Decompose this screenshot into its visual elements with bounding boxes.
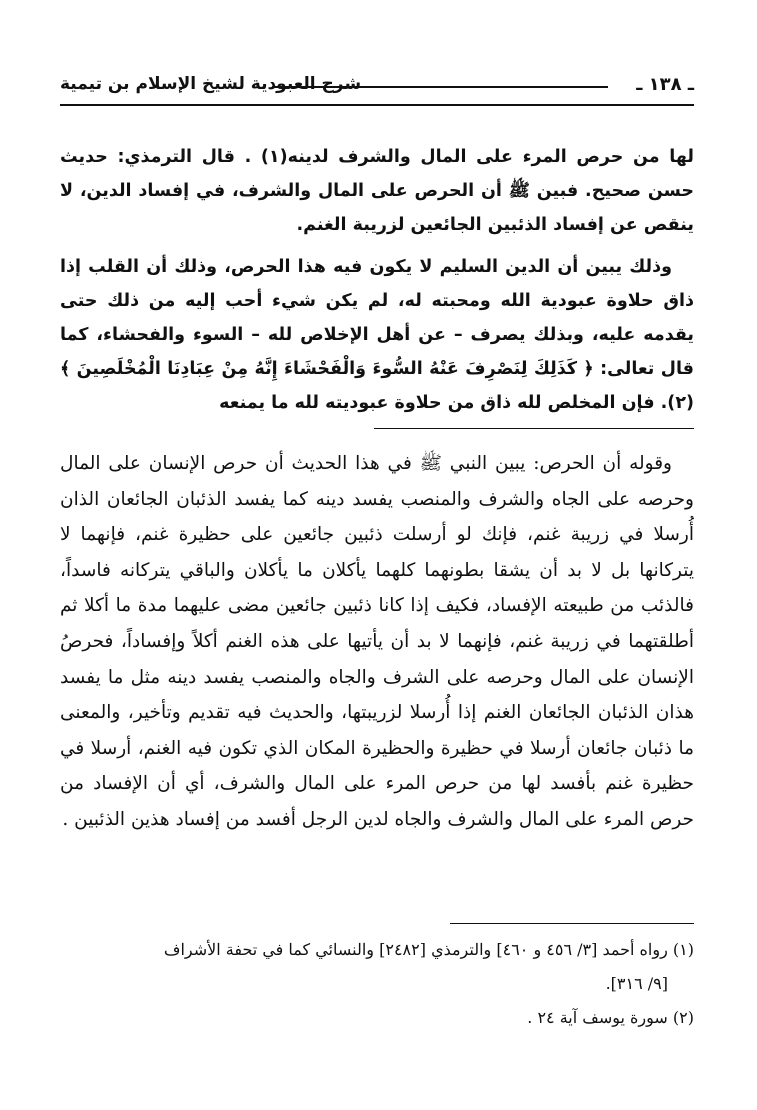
matn-section bbox=[60, 140, 694, 420]
book-title: شرح العبودية لشيخ الإسلام بن تيمية bbox=[60, 74, 362, 94]
page-header bbox=[60, 70, 694, 104]
footnote-1-continued: [٩/ ٣١٦]. bbox=[605, 974, 668, 993]
commentary-section bbox=[60, 446, 694, 838]
commentary-paragraph: وقوله أن الحرص: يبين النبي ﷺ في هذا الحديث أن حرص الإنسان على المال وحرصه على الجاه والشرف والمنصب يفسد دينه كما يفسد الذئبان الجائعان الذان أُرسلا في زريبة غنم، فإنك لو أرسلت ذئبين جائعين على حظيرة غنم، فإنهما لا يتركانها بل لا بد أن يشقا بطونهما كلهما يأكلان ما يأكلان والباقي يتركانه فاسداً، فالذئب من طبيعته الإفساد، فكيف إذا كانا ذئبين جائعين مضى عليهما مدة ما أكلا ثم أطلقتهما في زريبة غنم، فإنهما لا بد أن يأتيها على هذه الغنم أكلاً وإفساداً، فحرصُ الإنسان على المال وحرصه على الشرف والجاه والمنصب يفسد دينه مثل ما يفسد هذان الذئبان الجائعان الغنم إذا أُرسلا لزريبتها، والحديث فيه تقديم وتأخير، والمعنى ما ذئبان جائعان أرسلا في حظيرة والحظيرة المكان الذي تكون فيه الغنم، أرسلا في حظيرة غنم بأفسد لها من حرص المرء على المال والشرف، أي أن الإفساد من حرص المرء على المال والشرف والجاه لدين الرجل أفسد من إفساد هذين الذئبين . bbox=[60, 453, 694, 830]
footnote-divider bbox=[450, 923, 694, 924]
matn-paragraph-1: لها من حرص المرء على المال والشرف لدينه(١) . قال الترمذي: حديث حسن صحيح. فبين ﷺ أن الحرص على المال والشرف، في إفساد الدين، لا ينقص عن إفساد الذئبين الجائعين لزريبة الغنم. bbox=[60, 147, 694, 235]
page-number: ـ ١٣٨ ـ bbox=[636, 74, 694, 95]
footnote-1: (١) رواه أحمد [٣/ ٤٥٦ و ٤٦٠] والترمذي [٢٤٨٢] والنسائي كما في تحفة الأشراف bbox=[163, 940, 694, 959]
footnotes bbox=[60, 933, 694, 1035]
footnote-2: (٢) سورة يوسف آية ٢٤ . bbox=[527, 1008, 694, 1027]
section-divider bbox=[374, 428, 694, 429]
header-underline bbox=[60, 104, 694, 106]
matn-paragraph-2: وذلك يبين أن الدين السليم لا يكون فيه هذا الحرص، وذلك أن القلب إذا ذاق حلاوة عبودية الله ومحبته له، لم يكن شيء أحب إليه من ذلك حتى يقدمه عليه، وبذلك يصرف – عن أهل الإخلاص لله – السوء والفحشاء، كما قال تعالى: ﴿ كَذَلِكَ لِنَصْرِفَ عَنْهُ السُّوءَ وَالْفَحْشَاءَ إِنَّهُ مِنْ عِبَادِنَا الْمُخْلَصِينَ ﴾(٢). فإن المخلص لله ذاق من حلاوة عبوديته لله ما يمنعه bbox=[60, 257, 694, 413]
